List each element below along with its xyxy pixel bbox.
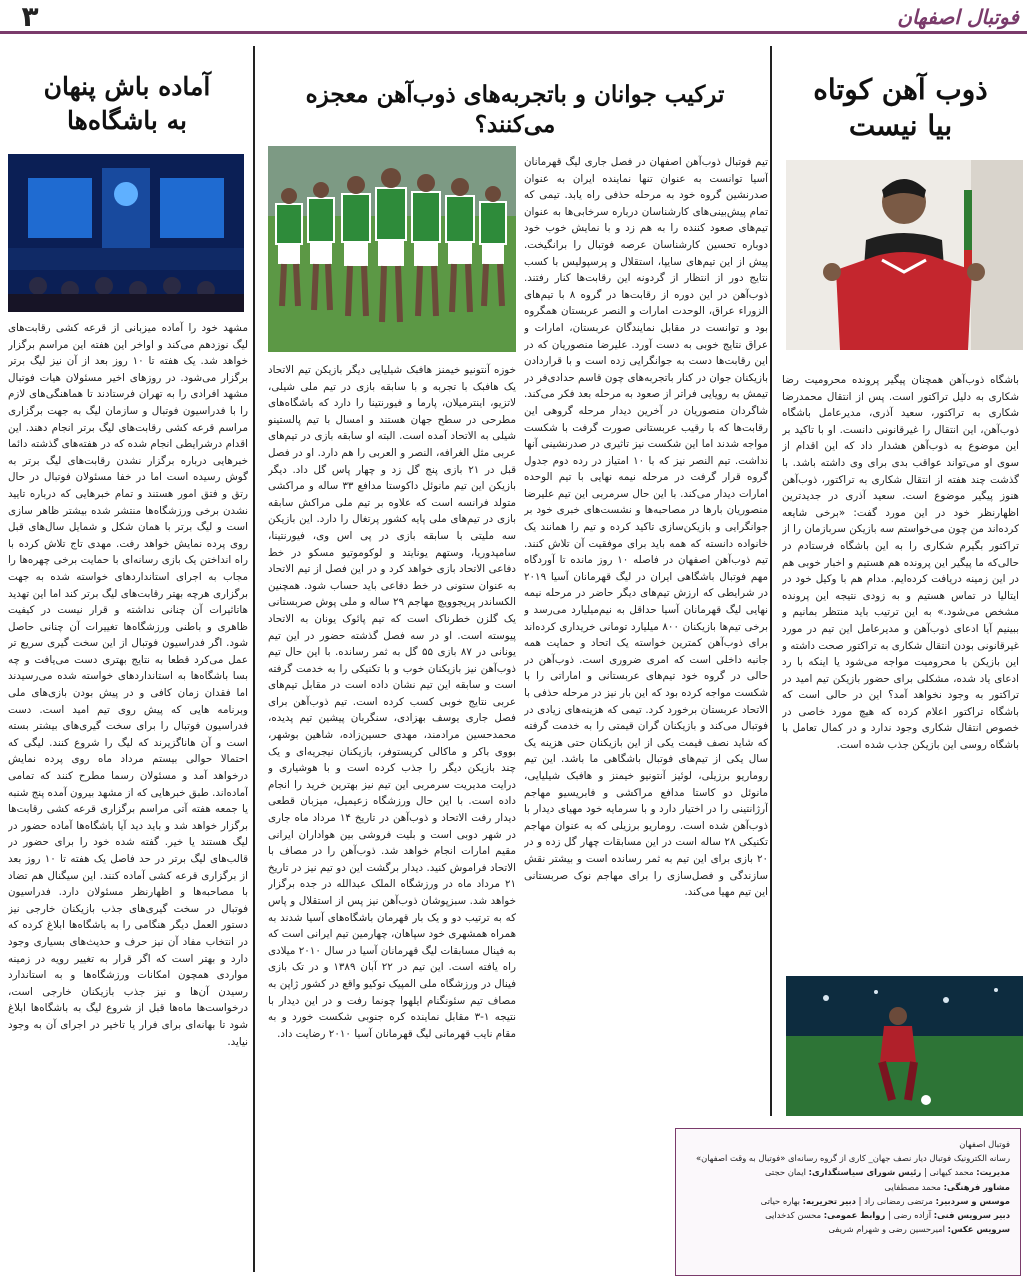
- credit-label: رئیس شورای سیاستگذاری:: [808, 1167, 922, 1178]
- credit-label: مدیریت:: [976, 1167, 1010, 1178]
- credit-label: مشاور فرهنگی:: [943, 1181, 1010, 1192]
- credit-value: امیرحسین رضی و شهرام شریفی: [828, 1224, 945, 1235]
- credit-label: دبیر سرویس فنی:: [933, 1210, 1010, 1221]
- team-training-photo: [268, 146, 516, 352]
- credits-row-photo: [686, 1222, 1010, 1236]
- headline-line: آماده باش پنهان: [43, 72, 211, 101]
- team-training-image: [268, 146, 516, 352]
- credit-value: محسن کدخدایی: [765, 1210, 822, 1221]
- player-on-pitch-image: [786, 976, 1023, 1116]
- column-divider: [770, 46, 772, 1116]
- page-number: ۳: [21, 0, 39, 33]
- credits-row-services: دبیر سرویس فنی: آزاده رضی | روابط عمومی: محسن کدخدایی: [765, 1210, 1010, 1221]
- article-headline: ترکیب جوانان و باتجربه‌های ذوب‌آهن معجزه می‌کنند؟: [305, 81, 725, 138]
- credit-value: محمد کیهانی: [929, 1167, 974, 1178]
- headline-line: بیا نیست: [848, 109, 953, 142]
- player-photo: [786, 160, 1023, 350]
- credit-label: روابط عمومی:: [823, 1210, 886, 1221]
- staff-credits-box: [675, 1128, 1021, 1276]
- article-body-column-right: تیم فوتبال ذوب‌آهن اصفهان در فصل جاری لیگ قهرمانان آسیا توانست به عنوان تنها نماینده ایران به عنوان صدرنشین گروه خود به مرحله حذفی راه یابد. تیمی که تمام پیش‌بینی‌های کارشناسان درباره سرخابی‌ها به عنوان تیم‌های صعود کننده را به هم زد و با نمایش خوب خود دوباره تحسین کارشناسان عرصه فوتبال را برانگیخت. پیش از این تیم‌های سایپا، استقلال و پرسپولیس با کسب نتایج دور از انتظار از گردونه این رقابت‌ها کنار رفتند. ذوب‌آهن در این دوره از رقابت‌ها در گروه ۸ با تیم‌های الزوراء عراق، الوحدت امارات و النصر عربستان همگروه بود و توانست در مقابل نمایندگان عربستان، امارات و عراق نتایج خوبی به دست آورد. علیرضا منصوریان که در این رقابت‌ها دست به جوانگرایی زده است و با قراردادن بازیکنان جوان در کنار باتجربه‌های چون قاسم حدادی‌فر در تیمش به رویایی فراتر از صعود به مرحله بعد فکر می‌کند. شاگردان منصوریان در آخرین دیدار مرحله گروهی این رقابت‌ها که با رقیب عربستانی صورت گرفت با شکست مواجه شدند اما این شکست نیز تاثیری در صدرنشینی آنها نداشت. تیم النصر نیز که با ۱۰ امتیاز در رده دوم جدول گروه قرار گرفت در مرحله نیمه نهایی با تیم الوحده امارات دیدار می‌کند. با این حال سرمربی این تیم علیرضا منصوریان بارها در مصاحبه‌ها و نشست‌های خبری خود بر جوانگرایی و بازیکن‌سازی تاکید کرده و تیم را همانند یک خانواده دانسته که همه باید برای موفقیت آن تلاش کنند. تیم ذوب‌آهن اصفهان در فاصله ۱۰ روز مانده تا آوردگاه مهم فوتبال باشگاهی ایران در لیگ قهرمانان آسیا ۲۰۱۹ در شرایطی که ارزش تیم‌های دیگر حاضر در مرحله نیمه نهایی لیگ قهرمانان آسیا حداقل به نیم‌میلیارد می‌رسد و برخی تیم‌ها بازیکنان ۸۰۰ میلیارد تومانی خریداری کرده‌اند برای ذوب‌آهن کمترین خواسته یک اتحاد و حمایت همه جانبه داخلی است که امری ضروری است. ذوب‌آهن در حالی در گروه خود تیم‌های عربستانی و اماراتی را با شکست مواجه کرده بود که این بار نیز در مرحله حذفی با الاتحاد عربستان برخورد کرد. تیمی که هزینه‌های زیادی در فوتبال می‌کند و بازیکنان گران قیمتی را به خدمت گرفته که شاید نصف قیمت یکی از این بازیکنان حتی هزینه یک سال یکی از تیم‌های فوتبال باشگاهی ما باشد. این تیم روماریو برزیلی، لوئیز آنتونیو خیمنز و هافبک شیلیایی، مانوئل دو کاستا مدافع مراکشی و فابریسیو مهاجم آرژانتینی را در اختیار دارد و با سرمایه خود مهیای دیدار با ذوب‌آهن شده است. روماریو برزیلی که به عنوان مهاجم تکنیکی ۲۸ ساله است در این مسابقات چهار گل زده و در ۲۰ بازی برای این تیم به ثمر رسانده است و بیشتر نقش سازندگی و فصل‌سازی را برای مهاجم نوک صربستانی این تیم مهیا می‌کند.: [524, 156, 768, 899]
- credit-label: سرویس عکس:: [947, 1224, 1010, 1235]
- credit-value: محمد مصطفایی: [884, 1181, 941, 1192]
- credit-value: بهاره حیاتی: [760, 1195, 800, 1206]
- ceremony-stage-image: [8, 154, 244, 312]
- headline-line: ذوب آهن کوتاه: [813, 73, 988, 106]
- credits-row-editorial: موسس و سردبیر: مرتضی رمضانی راد | دبیر تحریریه: بهاره حیاتی: [760, 1195, 1010, 1206]
- credits-description: رسانه الکترونیک فوتبال دیار نصف جهان_ کاری از گروه رسانه‌ای «فوتبال به وقت اصفهان»: [695, 1153, 1010, 1164]
- article-headline: [778, 46, 1023, 152]
- player-holding-jersey-image: [786, 160, 1023, 350]
- credit-value: آزاده رضی: [893, 1210, 932, 1221]
- credit-label: موسس و سردبیر:: [935, 1195, 1010, 1206]
- publication-logo: فوتبال اصفهان: [897, 5, 1019, 29]
- credit-label: دبیر تحریریه:: [802, 1195, 856, 1206]
- column-divider: [253, 46, 255, 1272]
- article-body-column-left: خوزه آنتونیو خیمنز هافبک شیلیایی دیگر بازیکن تیم الاتحاد یک هافبک با تجربه و با سابقه بازی در تیم ملی شیلی، لاتزیو، اینترمیلان، پارما و فیورنتینا را دارد که باشگاه‌های مطرحی در سطح جهان هستند و امسال با تیم پالستینو شیلی به الاتحاد آمده است. البته او سابقه بازی در تیم‌های عربی مثل الغرافه، النصر و العربی را هم دارد. او در فصل قبل در ۲۱ بازی پنج گل زد و چهار پاس گل داد. دیگر بازیکن این تیم مانوئل داکوستا مدافع ۳۳ ساله و مراکشی متولد فرانسه است که علاوه بر تیم ملی مراکش سابقه بازی در تیم‌های ملی پایه کشور پرتغال را دارد. این بازیکن سه ملیتی با سابقه بازی در پی اس وی، فیورنتینا، سامپدوریا، وستهم یونایتد و لوکوموتیو مسکو در خط دفاعی الاتحاد بازی خواهد کرد و در این فصل از تیم الاتحاد به عنوان ستونی در خط دفاعی باید حساب شود. همچنین الکساندر پریجوویچ مهاجم ۲۹ ساله و ملی پوش صربستانی یک گلزن خطرناک است که تیم پائوک یونان به الاتحاد پیوسته است. او در سه فصل گذشته حضور در این تیم یونانی در ۸۷ بازی ۵۵ گل به ثمر رسانده. با این حال تیم ذوب‌آهن نیز بازیکنان خوب و با تکنیکی را به خدمت گرفته است و سابقه این تیم نشان داده است در مقابل تیم‌های عربی نتایج خوبی کسب کرده است. تیم ذوب‌آهن برای فصل جاری یوسف بهزادی، سنگربان پیشین تیم پدیده، محمدحسین مرادمند، مهدی حسین‌زاده، شاهین بوشهر، بووی باکر و ماکالی کریستوفر، بازیکنان نیجریه‌ای و یک چند بازیکن دیگر را جذب کرده است و با هوشیاری و درایت مدیریت سرمربی این تیم نیز بهترین خرید را انجام داده است. با این حال ورزشگاه زعیمیل، میزبان قطعی دیدار رفت الاتحاد و ذوب‌آهن در تاریخ ۱۴ مرداد ماه جاری در شهر دوبی است و بلیت فروشی بین هواداران ایرانی مقیم امارات انجام خواهد شد. ذوب‌آهن را در مصاف با الاتحاد فراموش کنید. دیدار برگشت این دو تیم نیز در تاریخ ۲۱ مرداد ماه در ورزشگاه الملک عبدالله در جده برگزار خواهد شد. سبزپوشان ذوب‌آهن نیز پس از استقلال و پاس که به ترتیب دو و یک بار قهرمان باشگاه‌های آسیا شدند به همراه همشهری خود سپاهان، چهارمین تیم ایرانی است که به فینال مسابقات لیگ قهرمانان آسیا در سال ۲۰۱۰ میلادی راه یافته است. این تیم در ۲۲ آبان ۱۳۸۹ و در تک بازی فینال در ورزشگاه ملی المپیک توکیو واقع در کشور ژاپن به مصاف تیم سئونگنام ایلهوا چونما رفت و در این دیدار با نتیجه ۱-۳ مقابل نماینده کره جنوبی شکست خورد و به مقام نایب قهرمانی لیگ قهرمانان آسیا ۲۰۱۰ رضایت داد.: [268, 364, 516, 1040]
- credits-publication: فوتبال اصفهان: [959, 1139, 1010, 1149]
- headline-line: به باشگاه‌ها: [67, 106, 187, 135]
- match-photo: [786, 976, 1023, 1116]
- credit-value: ایمان حجتی: [764, 1167, 806, 1178]
- page-header: [0, 0, 1027, 34]
- credit-value: مرتضی رمضانی راد: [864, 1195, 933, 1206]
- credits-row-cultural: [686, 1180, 1010, 1194]
- article-body: باشگاه ذوب‌آهن همچنان پیگیر پرونده محرومیت رضا شکاری به دلیل تراکتور است. پس از انتقال محمدرضا شکاری به تراکتور، سعید آذری، مدیرعامل باشگاه ذوب‌آهن، این انتقال را غیرقانونی دانست. او با تاکید بر این موضوع به ذوب‌آهن هشدار داد که این اقدام از سوی او می‌تواند عواقب بدی برای وی داشته باشد. با گذشت چند هفته از انتقال شکاری به تراکتور، ذوب‌آهن هنوز پیگیر موضوع است. سعید آذری در جدیدترین اظهارنظر خود در این مورد گفت: «برخی شایعه کرده‌اند من چون می‌خواستم سه بازیکن سربازمان را از تراکتور بگیرم شکاری را به این باشگاه فرستادم در حالی‌که ما پیگیر این پرونده هم هستیم و اخبار خوبی هم در این زمینه دریافت کرده‌ایم. مدام هم با وکیل خود در ایتالیا در تماس هستیم و به زودی نتیجه این پرونده مشخص می‌شود.» به این ترتیب باید منتظر بمانیم و ببینیم آیا ادعای ذوب‌آهن و مدیرعامل این تیم در مورد غیرقانونی بودن انتقال شکاری به تراکتور صحت داشته و این بازیکن با محرومیت مواجه می‌شود یا اینکه با رد ادعای یاد شده، مشکلی برای حضور بازیکن تیم امید در تراکتور به وجود نخواهد آمد؟ این در حالی است که باشگاه تراکتور اعلام کرده که هیچ مورد خاصی در خصوص انتقال شکاری وجود ندارد و در کمال تعامل با باشگاه روسی این بازیکن جذب شده است.: [782, 374, 1019, 752]
- article-headline: [4, 46, 250, 150]
- credits-row-management: مدیریت: محمد کیهانی | رئیس شورای سیاستگذاری: ایمان حجتی: [764, 1167, 1010, 1178]
- article-body: مشهد خود را آماده میزبانی از قرعه کشی رقابت‌های لیگ نوزدهم می‌کند و اواخر این هفته این مراسم برگزار خواهد شد. یک هفته تا ۱۰ روز بعد از آن نیز لیگ برتر برگزار می‌شود. در روزهای اخیر مسئولان هیات فوتبال مشهد افرادی را به تهران فرستادند تا هماهنگی‌های لازم را با فدراسیون فوتبال و سازمان لیگ به جهت برگزاری مراسم قرعه کشی رقابت‌های لیگ برتر انجام دهند. این اقدام درشرایطی انجام شده که در هفته‌های گذشته دائما خبرهایی درباره برگزار نشدن رقابت‌های لیگ برتر به گوش رسیده است اما در خفا مسئولان فوتبال در حال رتق و فتق امور هستند و تمام خبرهایی که درباره تایید نشدن برخی ورزشگاه‌ها منتشر شده بیشتر ظاهر سازی است و لیگ برتر با همان شکل و شمایل سال‌های قبل روی پرده نمایش خواهد رفت. مهدی تاج تلاش کرده با راه انداختن یک بازی رسانه‌ای با حمایت برخی چهره‌ها را مجاب به اجرای استانداردهای خواسته شده به جهت برگزاری هرچه بهتر رقابت‌های لیگ برتر کند اما این تهدید هاتاثیرات آن چنانی نداشته و قرار نیست در کیفیت ظاهری و باطنی ورزشگاه‌ها تغییرات آن چنانی حاصل شود. اگر فدراسیون فوتبال از این سخت گیری سریع تر عمل می‌کرد قطعا به نتایج بهتری دست می‌یافت و چه بسا باشگاه‌ها به استانداردهای خواسته شده می‌رسیدند اما فقدان زمان کافی و در پیش بودن بازی‌های ملی وبرنامه هایی که پیش روی تیم امید است. دست فدراسیون فوتبال را برای سخت گیری‌های بیشتر بسته است و آن هاناگزیرند که لیگ را شروع کنند. لیگی که احتمالا حوالی بیستم مرداد ماه روی پرده نمایش درخواهد آمد و مسئولان رسما مطرح کنند که تمامی آماده‌اند. طبق خبرهایی که از مشهد بیرون آمده پنج شنبه یا جمعه هفته آتی مراسم برگزاری قرعه کشی رقابت‌ها برگزار خواهد شد و باید دید آیا باشگاه‌ها آماده حضور در لیگ هستند یا خیر. گفته شده خود را برای حضور در قالب‌های لیگ برتر در حد فاصل یک هفته تا ۱۰ روز بعد از برگزاری قرعه کشی آماده کنند. این سیگنال هم تضاد با مصاحبه‌ها و اظهارنظر مسئولان دارد. فدراسیون فوتبال در سخت گیری‌های جذب بازیکنان خارجی نیز دستور العمل دیگر هنگامی را به باشگاه‌ها ابلاغ کرده که در انتخاب مفاد آن نیز حرف و حدیث‌های بسیاری وجود دارد و بهتر است که اگر قرار به تغییر رویه در زمینه مواردی همچون امکانات ورزشگاه‌ها و به استاندارد رسیدن آن‌ها و نیز جذب بازیکنان خارجی است، درخواست‌ها ماه‌ها قبل از شروع لیگ به باشگاه‌ها ابلاغ شود تا بهانه‌ای برای فرار یا تاخیر در اجرای آن به وجود نیاید.: [8, 322, 248, 1048]
- draw-ceremony-photo: [8, 154, 244, 312]
